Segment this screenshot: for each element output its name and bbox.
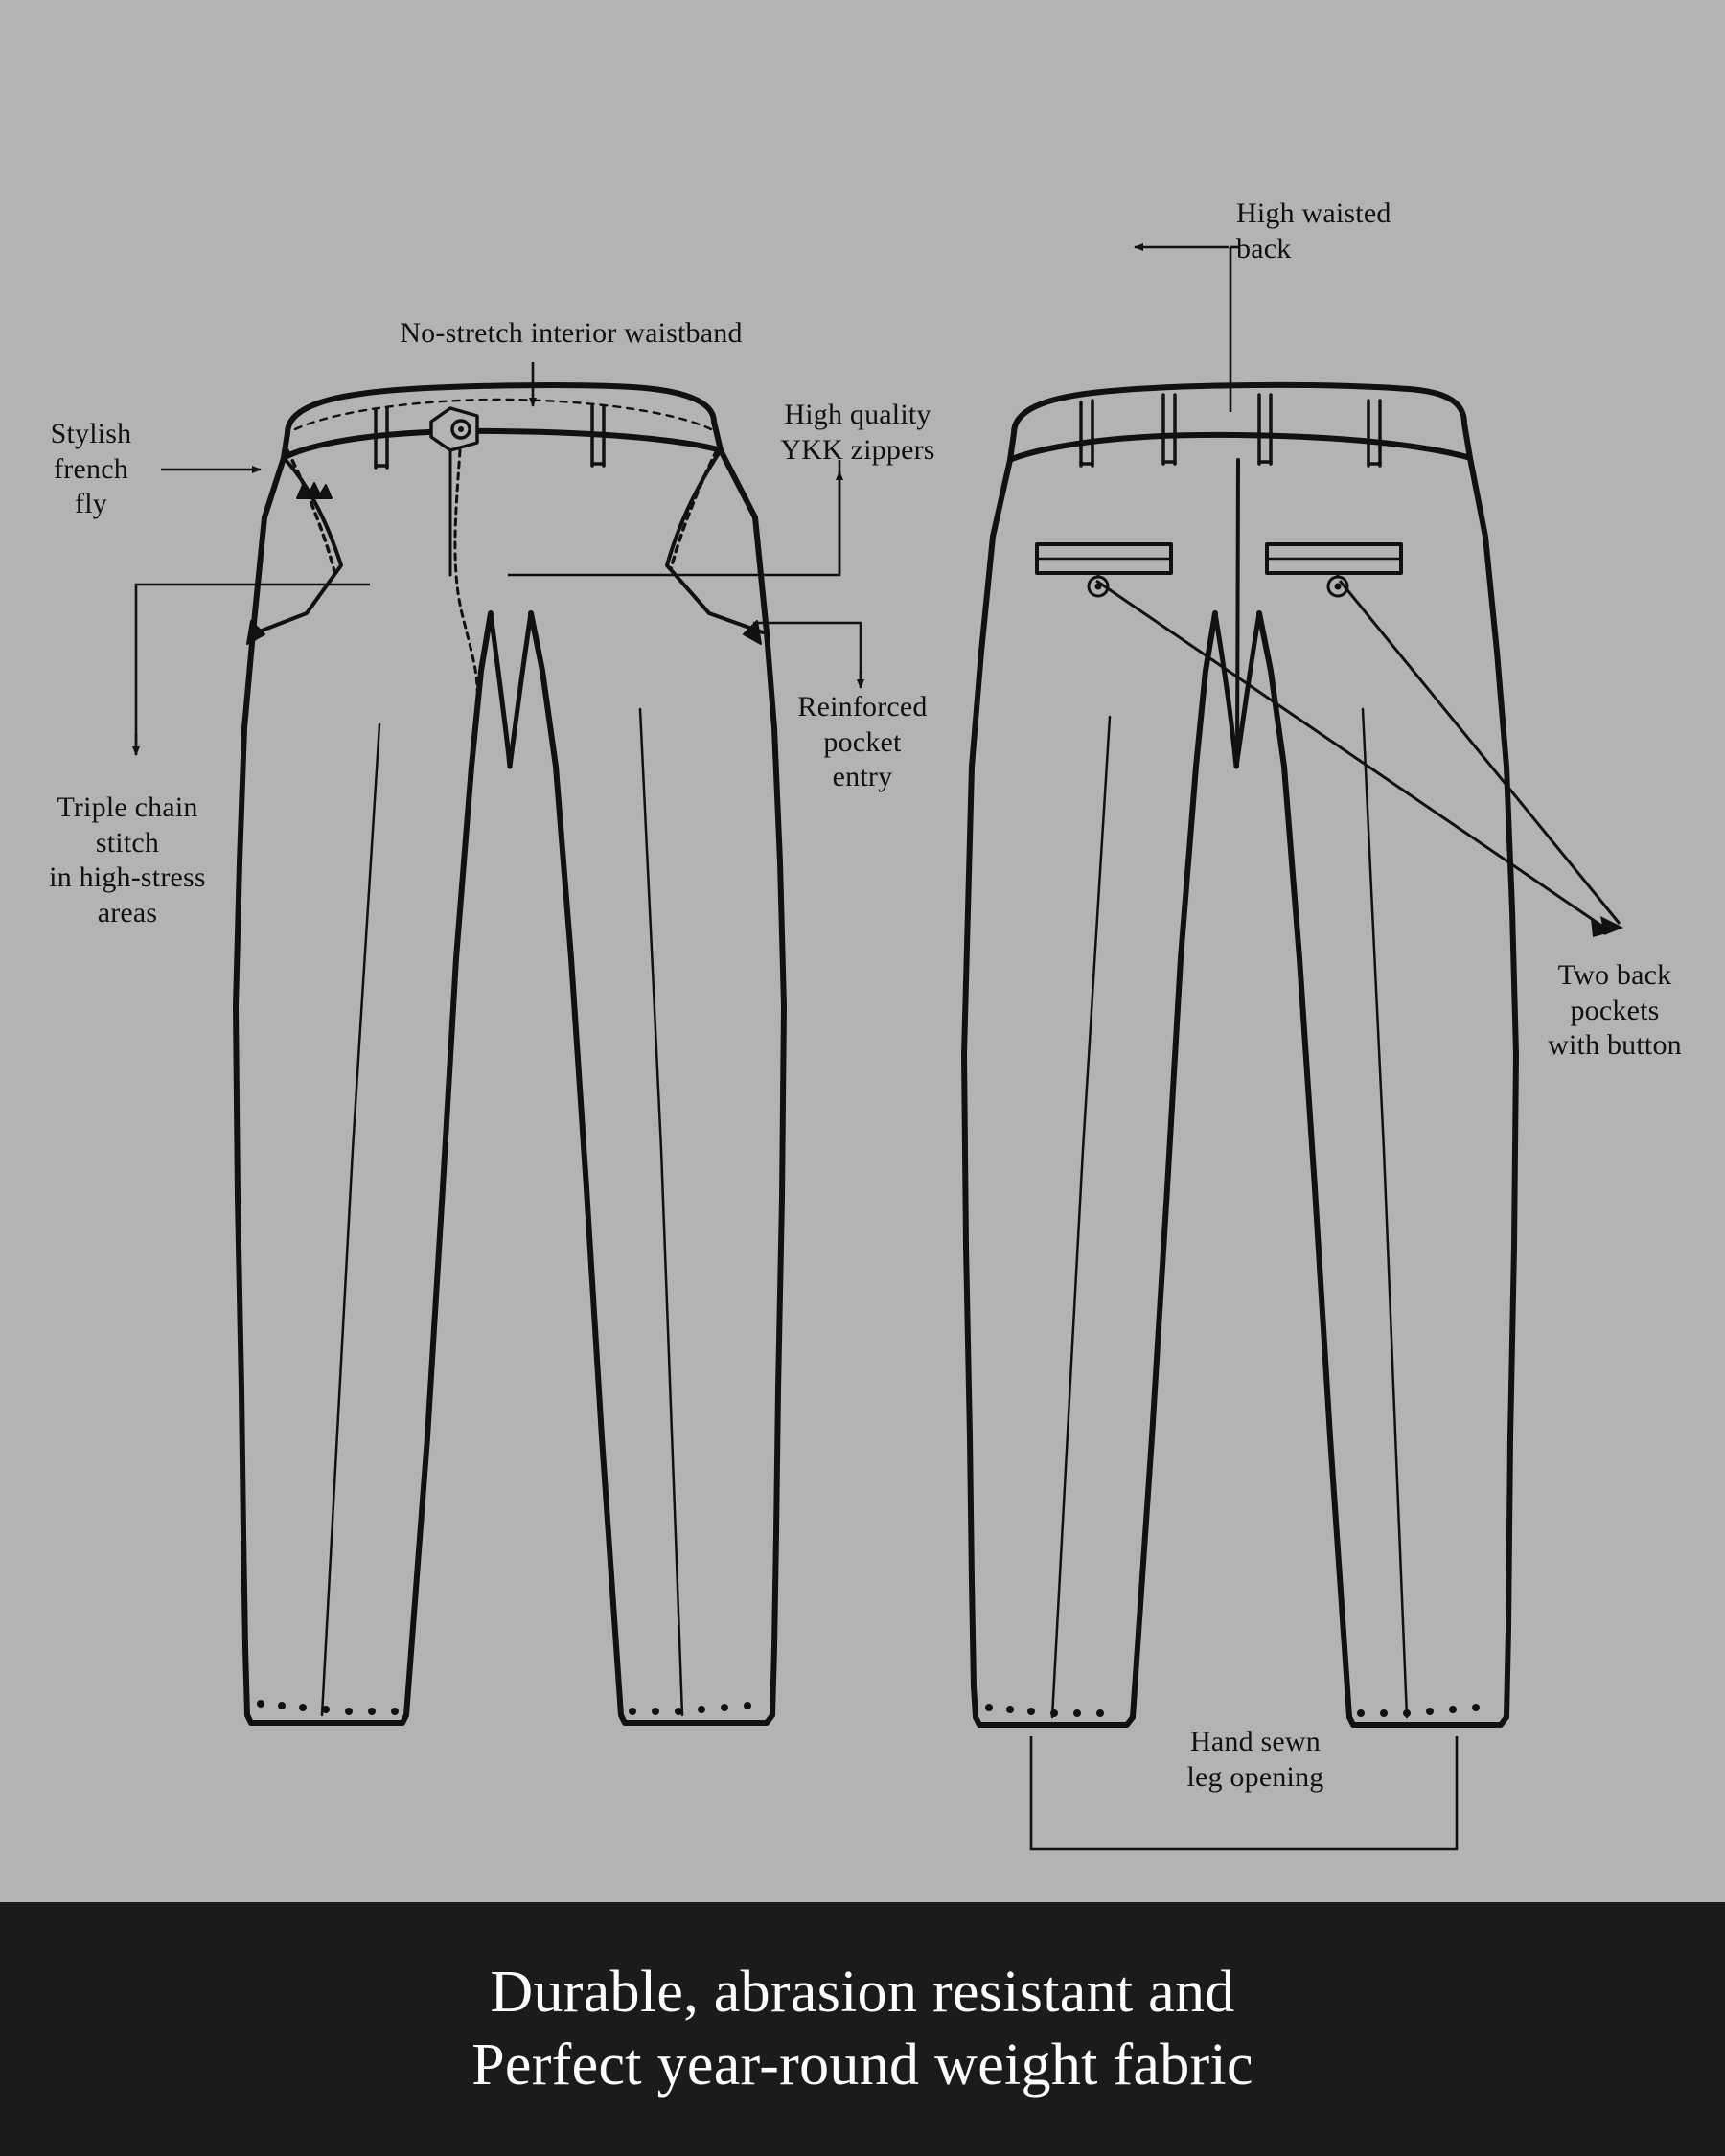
back-pocket-left — [1037, 544, 1171, 596]
crown-logo — [297, 483, 332, 498]
front-waistband — [284, 385, 721, 458]
front-left-crease — [322, 724, 380, 1715]
back-right-outseam — [1470, 458, 1516, 1717]
front-left-hem — [247, 1715, 406, 1723]
callout-legopening-line2: leg opening — [1186, 1760, 1324, 1793]
callout-waistband — [322, 316, 820, 352]
bottom-banner — [0, 1902, 1725, 2156]
back-right-inseam — [1259, 613, 1349, 1717]
front-left-pocket-seam — [257, 458, 341, 632]
leader-backpocket-2 — [1340, 581, 1620, 924]
callout-leg-opening — [1102, 1725, 1409, 1795]
back-waistband — [1010, 385, 1470, 460]
callout-french-fly — [29, 417, 153, 522]
callout-pocket-line1: Reinforced — [797, 691, 928, 722]
back-left-hem — [976, 1717, 1133, 1725]
callout-pocket-line3: entry — [832, 761, 893, 793]
callout-ykk-line1: High quality — [784, 399, 932, 430]
callout-french-fly-line3: fly — [75, 488, 107, 520]
callout-ykk-line2: YKK zippers — [780, 433, 935, 466]
callout-high-waisted-back — [1236, 196, 1466, 266]
back-right-hem — [1349, 1717, 1506, 1725]
callout-french-fly-line2: french — [54, 452, 128, 485]
callout-highwaist-line2: back — [1236, 232, 1292, 264]
callout-pocket-line2: pocket — [823, 725, 902, 758]
front-right-hem — [621, 1715, 772, 1723]
callout-chain-line1: Triple chain — [57, 791, 198, 823]
front-fly-stitch — [455, 450, 477, 690]
callout-french-fly-line1: Stylish — [50, 418, 132, 449]
callout-chain-line2: stitch — [95, 826, 160, 859]
callout-backpockets-line2: pockets — [1570, 994, 1660, 1026]
back-left-crease — [1052, 717, 1110, 1717]
back-pocket-right — [1267, 544, 1401, 596]
banner-line-1: Durable, abrasion resistant and — [490, 1959, 1235, 2025]
front-right-inseam — [531, 613, 621, 1715]
callout-chain-stitch — [17, 791, 238, 930]
banner-line-2: Perfect year-round weight fabric — [472, 2031, 1254, 2098]
callout-legopening-line1: Hand sewn — [1190, 1726, 1321, 1757]
callout-back-pockets — [1505, 958, 1725, 1064]
front-right-crease — [640, 709, 682, 1715]
callout-reinforced-pocket — [767, 690, 958, 795]
back-left-inseam — [1133, 613, 1215, 1717]
front-left-outseam — [236, 458, 284, 1715]
callout-highwaist-line1: High waisted — [1236, 197, 1392, 229]
back-left-outseam — [964, 460, 1010, 1717]
callout-ykk-zippers — [748, 398, 968, 468]
callout-chain-line4: areas — [97, 896, 158, 929]
back-center-seam — [1237, 460, 1238, 767]
front-hem-stitch-dots — [257, 1700, 751, 1715]
front-left-pocket-bartack — [247, 621, 264, 644]
front-left-inseam — [406, 613, 491, 1715]
front-right-pocket-bartack — [744, 621, 761, 644]
callout-waistband-text: No-stretch interior waistband — [400, 317, 743, 349]
front-view — [236, 385, 784, 1723]
back-view — [964, 385, 1516, 1725]
callout-chain-line3: in high-stress — [49, 861, 206, 894]
leader-backpocket-1 — [1096, 581, 1610, 931]
callout-backpockets-line1: Two back — [1557, 959, 1672, 991]
front-right-pocket-seam — [667, 450, 763, 632]
callout-backpockets-line3: with button — [1548, 1029, 1682, 1062]
back-right-crease — [1363, 709, 1407, 1717]
